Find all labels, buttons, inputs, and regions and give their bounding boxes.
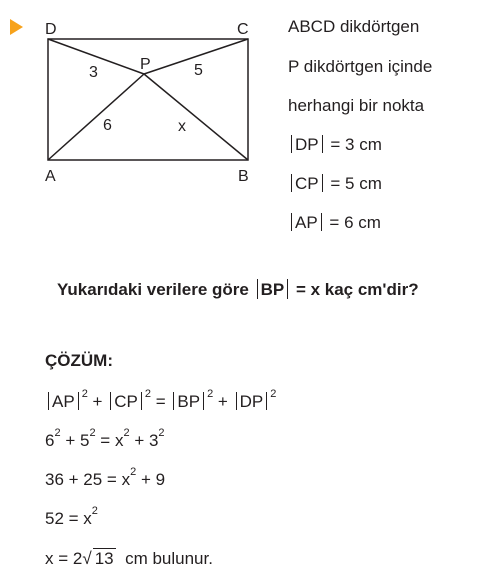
segment-label-bp: x <box>178 118 186 135</box>
segment-label-dp: 3 <box>89 64 98 81</box>
given-ap: AP = 6 cm <box>288 213 381 233</box>
square-root-icon: √ <box>82 549 92 568</box>
solution-title: ÇÖZÜM: <box>45 351 113 370</box>
given-line-any-point: herhangi bir nokta <box>288 96 425 115</box>
given-dp: DP = 3 cm <box>288 135 382 155</box>
segment-bp <box>144 74 248 160</box>
solution-equation-2: $6^2 + 5^2 = x^2 + 3^2$ <box>45 427 165 450</box>
vertex-label-c: C <box>237 21 249 38</box>
vertex-label-p: P <box>140 56 151 73</box>
question-text: Yukarıdaki verilere göre BP = x kaç cm'dir? <box>57 280 419 299</box>
segment-ap <box>48 74 144 160</box>
segment-label-cp: 5 <box>194 62 203 79</box>
solution-result: x = 2√ 13 cm bulunur. <box>45 549 213 568</box>
given-line-rectangle: ABCD dikdörtgen <box>288 17 420 36</box>
vertex-label-d: D <box>45 21 57 38</box>
solution-equation-4: $52 = x^2$ <box>45 505 98 528</box>
solution-equation-1: AP $^2$ + CP $^2$ = BP $^2$ + DP $^2$ <box>45 392 276 412</box>
given-line-point: P dikdörtgen içinde <box>288 57 433 76</box>
given-cp: CP = 5 cm <box>288 174 382 194</box>
vertex-label-b: B <box>238 168 249 185</box>
solution-equation-3: $36 + 25 = x^2 + 9$ <box>45 466 166 489</box>
vertex-label-a: A <box>45 168 56 185</box>
segment-label-ap: 6 <box>103 117 112 134</box>
